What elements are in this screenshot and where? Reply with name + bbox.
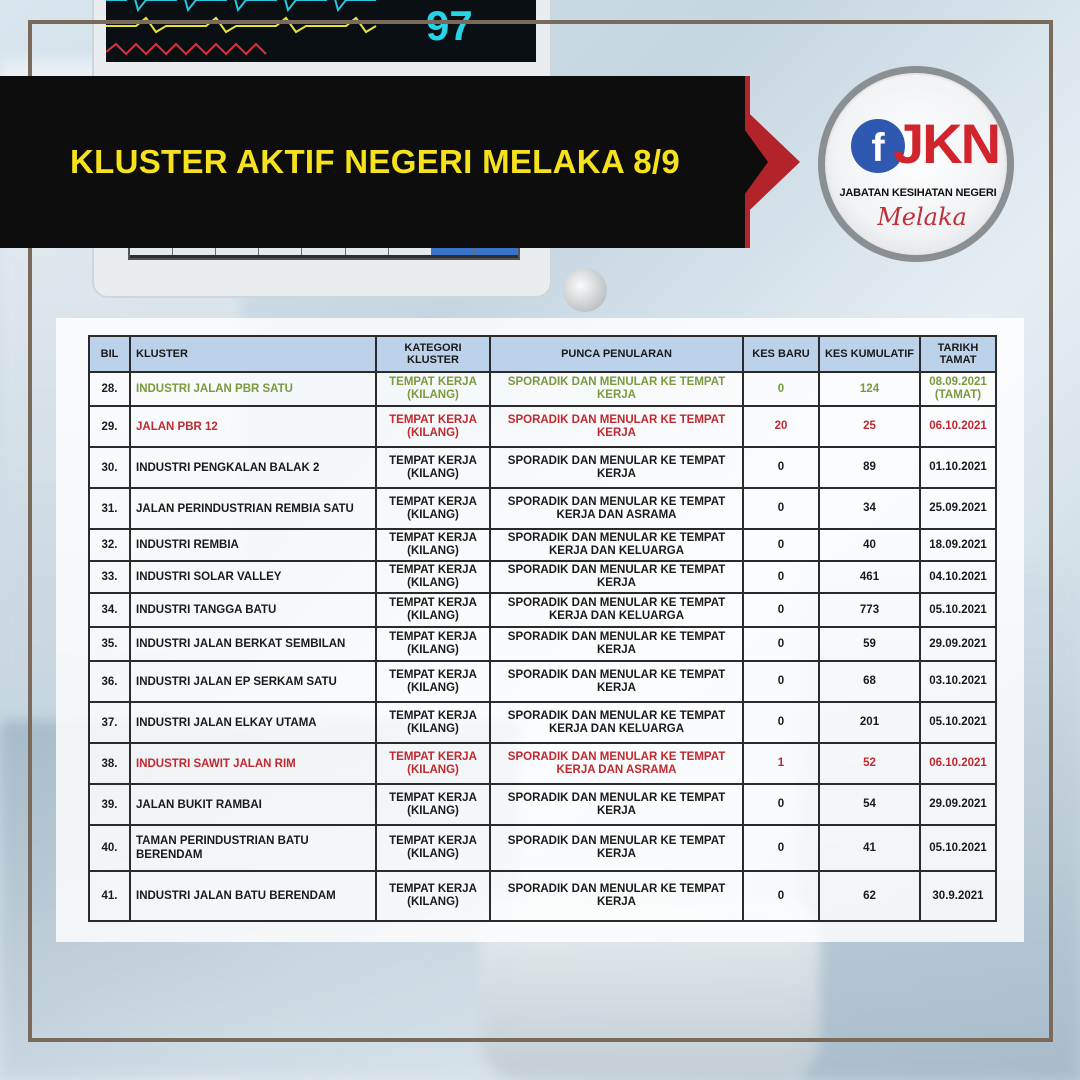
- cell-kes-kumulatif: 124: [819, 372, 920, 406]
- cell-punca: SPORADIK DAN MENULAR KE TEMPAT KERJA DAN KELUARGA: [490, 593, 743, 627]
- cell-tarikh: 29.09.2021: [920, 627, 996, 661]
- header-kes-kumulatif: KES KUMULATIF: [819, 336, 920, 372]
- cell-punca: SPORADIK DAN MENULAR KE TEMPAT KERJA: [490, 784, 743, 825]
- cell-kes-baru: 0: [743, 593, 819, 627]
- cell-kes-baru: 0: [743, 784, 819, 825]
- cell-kategori: TEMPAT KERJA (KILANG): [376, 825, 490, 871]
- cell-kes-baru: 0: [743, 825, 819, 871]
- cell-kategori: TEMPAT KERJA (KILANG): [376, 447, 490, 488]
- cell-punca: SPORADIK DAN MENULAR KE TEMPAT KERJA: [490, 406, 743, 447]
- cell-kes-kumulatif: 34: [819, 488, 920, 529]
- cell-kluster: TAMAN PERINDUSTRIAN BATU BERENDAM: [130, 825, 376, 871]
- logo-abbr: JKN: [893, 112, 1000, 175]
- table-row: [89, 871, 996, 921]
- cell-kes-baru: 0: [743, 372, 819, 406]
- logo-badge: [825, 73, 1007, 255]
- cell-tarikh: 01.10.2021: [920, 447, 996, 488]
- cell-kluster: INDUSTRI JALAN BERKAT SEMBILAN: [130, 627, 376, 661]
- table-row: [89, 825, 996, 871]
- cell-kes-baru: 0: [743, 871, 819, 921]
- cell-kes-kumulatif: 25: [819, 406, 920, 447]
- cell-punca: SPORADIK DAN MENULAR KE TEMPAT KERJA: [490, 447, 743, 488]
- table-row: [89, 406, 996, 447]
- table-row: [89, 784, 996, 825]
- table-row: [89, 661, 996, 702]
- cell-tarikh: 18.09.2021: [920, 529, 996, 561]
- cell-punca: SPORADIK DAN MENULAR KE TEMPAT KERJA: [490, 825, 743, 871]
- monitor-reading: [501, 0, 531, 1]
- cell-kes-baru: 0: [743, 702, 819, 743]
- cell-punca: SPORADIK DAN MENULAR KE TEMPAT KERJA: [490, 372, 743, 406]
- table-row: [89, 743, 996, 784]
- cell-bil: 39.: [89, 784, 130, 825]
- monitor-reading: 97: [426, 2, 473, 49]
- table-row: [89, 372, 996, 406]
- cell-kategori: TEMPAT KERJA (KILANG): [376, 627, 490, 661]
- logo-org-name: JABATAN KESIHATAN NEGERI: [839, 187, 997, 199]
- cell-bil: 36.: [89, 661, 130, 702]
- cell-kes-kumulatif: 201: [819, 702, 920, 743]
- cell-kategori: TEMPAT KERJA (KILANG): [376, 372, 490, 406]
- cell-kluster: INDUSTRI JALAN ELKAY UTAMA: [130, 702, 376, 743]
- cluster-table: [88, 335, 997, 922]
- cell-kluster: INDUSTRI REMBIA: [130, 529, 376, 561]
- table-row: [89, 627, 996, 661]
- jkn-logo: [818, 66, 1014, 262]
- cell-bil: 33.: [89, 561, 130, 593]
- cell-bil: 28.: [89, 372, 130, 406]
- cell-kategori: TEMPAT KERJA (KILANG): [376, 488, 490, 529]
- cell-kes-kumulatif: 52: [819, 743, 920, 784]
- cell-kes-kumulatif: 68: [819, 661, 920, 702]
- cell-tarikh: 29.09.2021: [920, 784, 996, 825]
- cell-kluster: JALAN PBR 12: [130, 406, 376, 447]
- cell-tarikh: 06.10.2021: [920, 406, 996, 447]
- cell-tarikh: 03.10.2021: [920, 661, 996, 702]
- table-row: [89, 488, 996, 529]
- cell-bil: 41.: [89, 871, 130, 921]
- cell-kluster: JALAN BUKIT RAMBAI: [130, 784, 376, 825]
- cell-tarikh: 30.9.2021: [920, 871, 996, 921]
- cell-kategori: TEMPAT KERJA (KILANG): [376, 743, 490, 784]
- header-kategori: KATEGORI KLUSTER: [376, 336, 490, 372]
- facebook-icon: f: [851, 119, 905, 173]
- cell-bil: 30.: [89, 447, 130, 488]
- cell-kes-baru: 0: [743, 447, 819, 488]
- header-tarikh: TARIKH TAMAT: [920, 336, 996, 372]
- cell-kes-baru: 0: [743, 488, 819, 529]
- cell-punca: SPORADIK DAN MENULAR KE TEMPAT KERJA: [490, 561, 743, 593]
- cell-kes-baru: 1: [743, 743, 819, 784]
- cell-tarikh: 25.09.2021: [920, 488, 996, 529]
- cell-kategori: TEMPAT KERJA (KILANG): [376, 593, 490, 627]
- cell-kategori: TEMPAT KERJA (KILANG): [376, 784, 490, 825]
- cell-kluster: INDUSTRI JALAN PBR SATU: [130, 372, 376, 406]
- table-row: [89, 593, 996, 627]
- cell-bil: 29.: [89, 406, 130, 447]
- cell-kluster: INDUSTRI SAWIT JALAN RIM: [130, 743, 376, 784]
- cell-kes-kumulatif: 62: [819, 871, 920, 921]
- cell-kes-baru: 0: [743, 627, 819, 661]
- cell-kes-kumulatif: 773: [819, 593, 920, 627]
- cell-kes-baru: 20: [743, 406, 819, 447]
- cell-kes-kumulatif: 59: [819, 627, 920, 661]
- header-kluster: KLUSTER: [130, 336, 376, 372]
- cell-kategori: TEMPAT KERJA (KILANG): [376, 702, 490, 743]
- table-row: [89, 447, 996, 488]
- cell-bil: 34.: [89, 593, 130, 627]
- cell-kategori: TEMPAT KERJA (KILANG): [376, 561, 490, 593]
- cell-tarikh: 05.10.2021: [920, 702, 996, 743]
- cell-kategori: TEMPAT KERJA (KILANG): [376, 406, 490, 447]
- header-punca: PUNCA PENULARAN: [490, 336, 743, 372]
- cell-kes-kumulatif: 40: [819, 529, 920, 561]
- header-bil: BIL: [89, 336, 130, 372]
- logo-state: Melaka: [877, 203, 967, 231]
- cell-kategori: TEMPAT KERJA (KILANG): [376, 871, 490, 921]
- cell-bil: 40.: [89, 825, 130, 871]
- cell-tarikh: 05.10.2021: [920, 593, 996, 627]
- cell-kluster: INDUSTRI SOLAR VALLEY: [130, 561, 376, 593]
- cell-tarikh: 08.09.2021 (TAMAT): [920, 372, 996, 406]
- cell-bil: 38.: [89, 743, 130, 784]
- cell-punca: SPORADIK DAN MENULAR KE TEMPAT KERJA: [490, 871, 743, 921]
- cell-kes-baru: 0: [743, 561, 819, 593]
- header-kes-baru: KES BARU: [743, 336, 819, 372]
- cell-punca: SPORADIK DAN MENULAR KE TEMPAT KERJA DAN KELUARGA: [490, 529, 743, 561]
- cell-kluster: JALAN PERINDUSTRIAN REMBIA SATU: [130, 488, 376, 529]
- cell-kategori: TEMPAT KERJA (KILANG): [376, 661, 490, 702]
- cell-punca: SPORADIK DAN MENULAR KE TEMPAT KERJA: [490, 627, 743, 661]
- cell-kes-baru: 0: [743, 661, 819, 702]
- cell-punca: SPORADIK DAN MENULAR KE TEMPAT KERJA DAN KELUARGA: [490, 702, 743, 743]
- cell-kluster: INDUSTRI JALAN EP SERKAM SATU: [130, 661, 376, 702]
- table-row: [89, 529, 996, 561]
- cell-kes-kumulatif: 461: [819, 561, 920, 593]
- cell-bil: 32.: [89, 529, 130, 561]
- cell-kes-kumulatif: 41: [819, 825, 920, 871]
- table-row: [89, 702, 996, 743]
- cell-kes-kumulatif: 89: [819, 447, 920, 488]
- cell-punca: SPORADIK DAN MENULAR KE TEMPAT KERJA DAN ASRAMA: [490, 488, 743, 529]
- table-header-row: [89, 336, 996, 372]
- page-title: KLUSTER AKTIF NEGERI MELAKA 8/9: [70, 143, 681, 180]
- cell-tarikh: 05.10.2021: [920, 825, 996, 871]
- cell-bil: 37.: [89, 702, 130, 743]
- cell-punca: SPORADIK DAN MENULAR KE TEMPAT KERJA: [490, 661, 743, 702]
- cell-kluster: INDUSTRI TANGGA BATU: [130, 593, 376, 627]
- cell-kluster: INDUSTRI JALAN BATU BERENDAM: [130, 871, 376, 921]
- cell-kes-kumulatif: 54: [819, 784, 920, 825]
- cell-kategori: TEMPAT KERJA (KILANG): [376, 529, 490, 561]
- cell-bil: 35.: [89, 627, 130, 661]
- cell-kluster: INDUSTRI PENGKALAN BALAK 2: [130, 447, 376, 488]
- cell-tarikh: 06.10.2021: [920, 743, 996, 784]
- table-row: [89, 561, 996, 593]
- cell-bil: 31.: [89, 488, 130, 529]
- cell-tarikh: 04.10.2021: [920, 561, 996, 593]
- cell-punca: SPORADIK DAN MENULAR KE TEMPAT KERJA DAN ASRAMA: [490, 743, 743, 784]
- cell-kes-baru: 0: [743, 529, 819, 561]
- banner-tip: [706, 76, 768, 248]
